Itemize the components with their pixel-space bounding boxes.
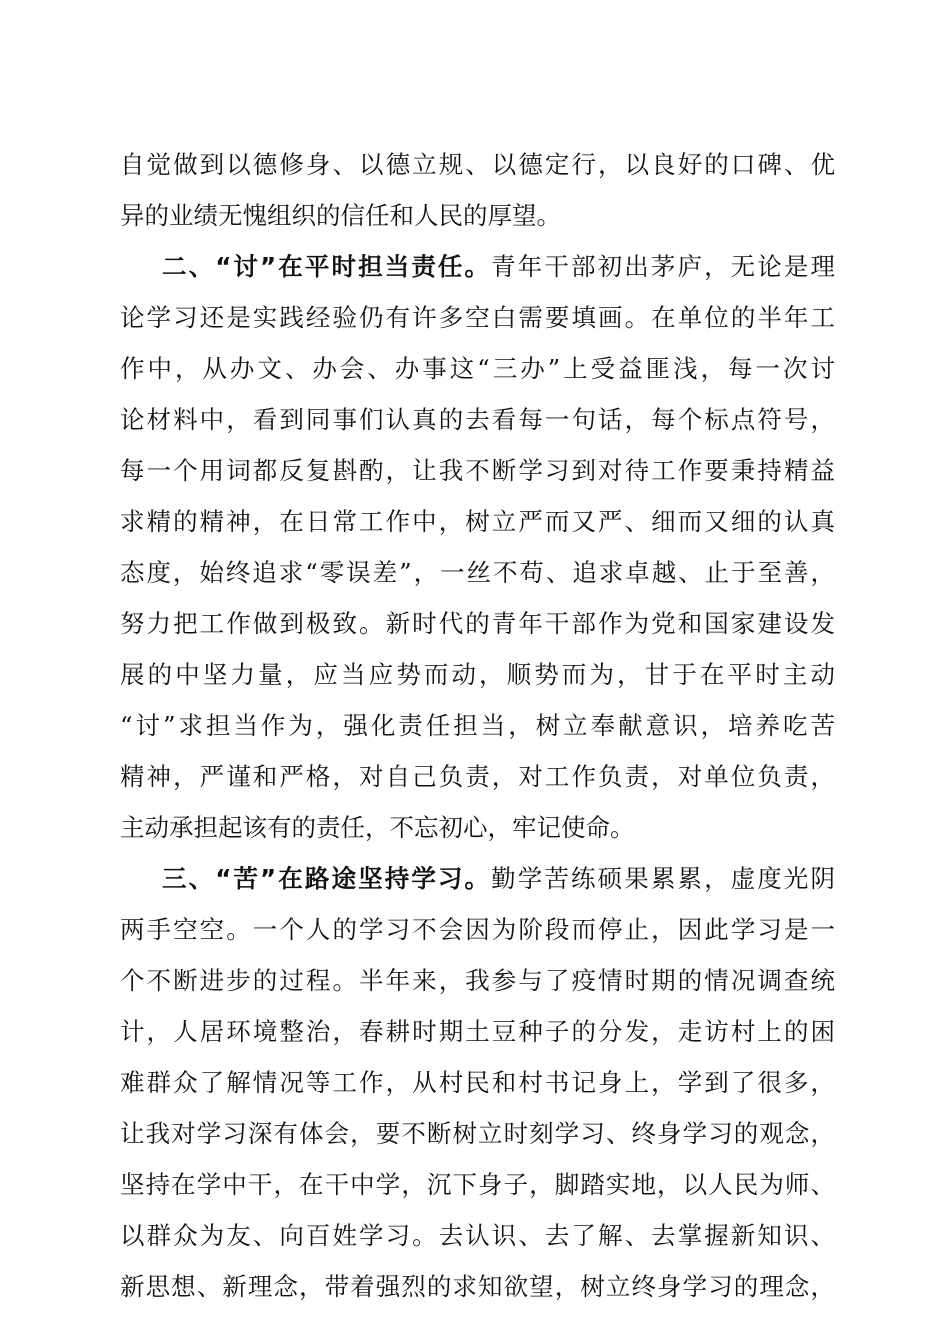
section-heading-line — [120, 853, 835, 904]
text-line: 计，人居环境整治，春耕时期土豆种子的分发，走访村上的困 — [120, 1017, 835, 1046]
text-line: 自觉做到以德修身、以德立规、以德定行，以良好的口碑、优 — [120, 150, 835, 179]
text-line: 求精的精神，在日常工作中，树立严而又严、细而又细的认真 — [120, 507, 835, 536]
text-line: 新思想、新理念，带着强烈的求知欲望，树立终身学习的理念， — [120, 1272, 835, 1301]
text-line: 两手空空。一个人的学习不会因为阶段而停止，因此学习是一 — [120, 915, 835, 944]
section-heading: 三、“苦”在路途坚持学习。 — [162, 864, 492, 893]
text-line: 态度，始终追求“零误差”，一丝不苟、追求卓越、止于至善， — [120, 558, 835, 587]
text-line: 青年干部初出茅庐，无论是理 — [491, 252, 835, 281]
section-heading: 二、“讨”在平时担当责任。 — [162, 252, 492, 281]
text-line: 作中，从办文、办会、办事这“三办”上受益匪浅，每一次讨 — [120, 354, 835, 383]
text-line: 论学习还是实践经验仍有许多空白需要填画。在单位的半年工 — [120, 303, 835, 332]
text-line: 勤学苦练硕果累累，虚度光阴 — [491, 864, 835, 893]
text-line: 努力把工作做到极致。新时代的青年干部作为党和国家建设发 — [120, 609, 835, 638]
section-heading-line — [120, 241, 835, 292]
text-line: 主动承担起该有的责任，不忘初心，牢记使命。 — [120, 813, 635, 842]
text-line: 难群众了解情况等工作，从村民和村书记身上，学到了很多， — [120, 1068, 835, 1097]
text-line: 坚持在学中干，在干中学，沉下身子，脚踏实地，以人民为师、 — [120, 1170, 835, 1199]
document-page — [120, 139, 835, 1312]
text-line: 精神，严谨和严格，对自己负责，对工作负责，对单位负责， — [120, 762, 835, 791]
text-line: 展的中坚力量，应当应势而动，顺势而为，甘于在平时主动 — [120, 660, 835, 689]
text-line: 让我对学习深有体会，要不断树立时刻学习、终身学习的观念， — [120, 1119, 835, 1148]
text-line: “讨”求担当作为，强化责任担当，树立奉献意识，培养吃苦 — [120, 711, 835, 740]
text-line: 以群众为友、向百姓学习。去认识、去了解、去掌握新知识、 — [120, 1221, 835, 1250]
text-line: 论材料中，看到同事们认真的去看每一句话，每个标点符号， — [120, 405, 835, 434]
text-line: 每一个用词都反复斟酌，让我不断学习到对待工作要秉持精益 — [120, 456, 835, 485]
text-line: 异的业绩无愧组织的信任和人民的厚望。 — [120, 201, 561, 230]
text-line: 个不断进步的过程。半年来，我参与了疫情时期的情况调查统 — [120, 966, 835, 995]
